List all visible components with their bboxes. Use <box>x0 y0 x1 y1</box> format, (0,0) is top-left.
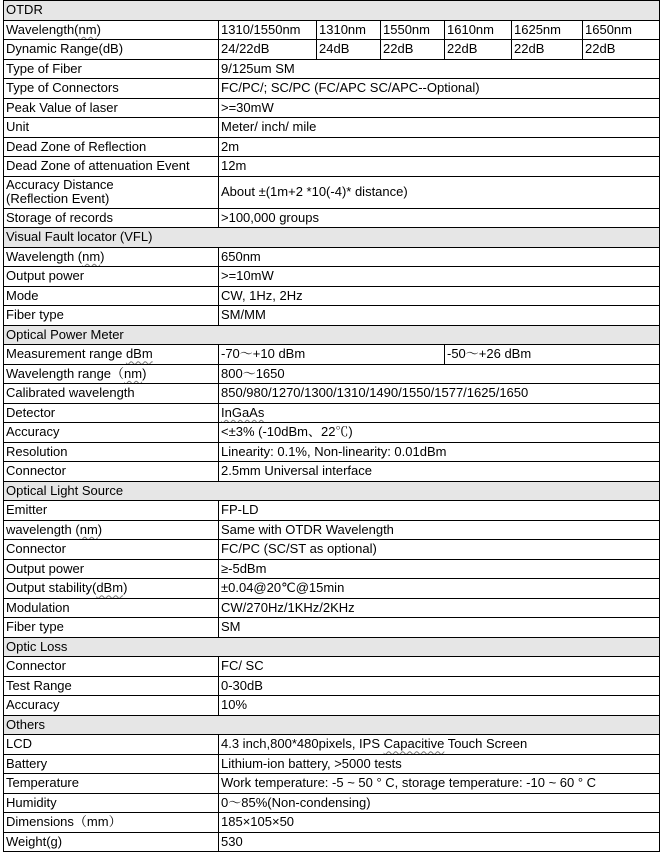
table-row <box>4 423 660 443</box>
row-label: Calibrated wavelength <box>4 384 219 404</box>
row-label: Fiber type <box>4 618 219 638</box>
table-row <box>4 137 660 157</box>
cell-value: 1310nm <box>317 20 381 40</box>
table-row <box>4 598 660 618</box>
table-row <box>4 306 660 326</box>
cell-value: 22dB <box>512 40 583 60</box>
cell-value: FC/PC (SC/ST as optional) <box>219 540 660 560</box>
table-row <box>4 559 660 579</box>
row-label: Wavelength (nm) <box>4 247 219 267</box>
table-row <box>4 813 660 833</box>
row-label: Type of Fiber <box>4 59 219 79</box>
table-row <box>4 403 660 423</box>
table-row <box>4 364 660 384</box>
row-label: Detector <box>4 403 219 423</box>
section-title: Optical Light Source <box>4 481 660 501</box>
row-label <box>4 176 219 208</box>
cell-value: CW, 1Hz, 2Hz <box>219 286 660 306</box>
cell-value: Meter/ inch/ mile <box>219 118 660 138</box>
section-title: Others <box>4 715 660 735</box>
row-label: Emitter <box>4 501 219 521</box>
row-label: Modulation <box>4 598 219 618</box>
table-row <box>4 579 660 599</box>
table-row <box>4 676 660 696</box>
table-row <box>4 59 660 79</box>
cell-value: 800～1650 <box>219 364 660 384</box>
cell-value: 1650nm <box>583 20 660 40</box>
label-line: (Reflection Event) <box>6 191 110 206</box>
row-label: Connector <box>4 540 219 560</box>
table-row <box>4 793 660 813</box>
cell-value: -50～+26 dBm <box>445 345 660 365</box>
cell-value: 10% <box>219 696 660 716</box>
cell-value: 530 <box>219 832 660 852</box>
cell-value: 1550nm <box>381 20 445 40</box>
table-row <box>4 657 660 677</box>
section-optic-loss <box>4 637 660 657</box>
row-label: Unit <box>4 118 219 138</box>
section-others <box>4 715 660 735</box>
cell-value: <±3% (-10dBm、22℃) <box>219 423 660 443</box>
table-row <box>4 208 660 228</box>
row-label: Connector <box>4 657 219 677</box>
cell-value: 2.5mm Universal interface <box>219 462 660 482</box>
spec-table <box>3 0 660 852</box>
table-row <box>4 774 660 794</box>
cell-value: ±0.04@20℃@15min <box>219 579 660 599</box>
row-label: Peak Value of laser <box>4 98 219 118</box>
row-label: Mode <box>4 286 219 306</box>
cell-value: 0～85%(Non-condensing) <box>219 793 660 813</box>
table-row <box>4 267 660 287</box>
table-row <box>4 384 660 404</box>
cell-value: >=10mW <box>219 267 660 287</box>
table-row <box>4 442 660 462</box>
cell-value: 185×105×50 <box>219 813 660 833</box>
cell-value: 9/125um SM <box>219 59 660 79</box>
row-label: Dead Zone of Reflection <box>4 137 219 157</box>
table-row <box>4 618 660 638</box>
table-row <box>4 520 660 540</box>
label-line: Accuracy Distance <box>6 177 114 192</box>
cell-value: SM <box>219 618 660 638</box>
row-label: Battery <box>4 754 219 774</box>
row-label: wavelength (nm) <box>4 520 219 540</box>
cell-value: 0-30dB <box>219 676 660 696</box>
row-label: Dimensions（mm） <box>4 813 219 833</box>
cell-value: 24dB <box>317 40 381 60</box>
row-label: Test Range <box>4 676 219 696</box>
row-label: LCD <box>4 735 219 755</box>
cell-value: 1625nm <box>512 20 583 40</box>
row-label: Storage of records <box>4 208 219 228</box>
cell-value: Lithium-ion battery, >5000 tests <box>219 754 660 774</box>
cell-value: ≥-5dBm <box>219 559 660 579</box>
cell-value: 1310/1550nm <box>219 20 317 40</box>
table-row <box>4 462 660 482</box>
table-row <box>4 286 660 306</box>
table-row <box>4 754 660 774</box>
row-label: Connector <box>4 462 219 482</box>
cell-value: CW/270Hz/1KHz/2KHz <box>219 598 660 618</box>
row-label: Weight(g) <box>4 832 219 852</box>
table-row <box>4 501 660 521</box>
table-row <box>4 345 660 365</box>
table-row <box>4 98 660 118</box>
table-row <box>4 20 660 40</box>
row-label: Temperature <box>4 774 219 794</box>
cell-value: 1610nm <box>445 20 512 40</box>
cell-value: >100,000 groups <box>219 208 660 228</box>
section-optical-light-source <box>4 481 660 501</box>
table-row <box>4 118 660 138</box>
cell-value: Linearity: 0.1%, Non-linearity: 0.01dBm <box>219 442 660 462</box>
section-title: OTDR <box>4 1 660 21</box>
cell-value: Same with OTDR Wavelength <box>219 520 660 540</box>
cell-value: About ±(1m+2 *10(-4)* distance) <box>219 176 660 208</box>
cell-value: Work temperature: -5 ~ 50 ° C, storage temperature: -10 ~ 60 ° C <box>219 774 660 794</box>
cell-value: 2m <box>219 137 660 157</box>
cell-value: >=30mW <box>219 98 660 118</box>
cell-value: FC/PC/; SC/PC (FC/APC SC/APC--Optional) <box>219 79 660 99</box>
cell-value: 24/22dB <box>219 40 317 60</box>
table-row <box>4 540 660 560</box>
section-vfl <box>4 228 660 248</box>
row-label: Output power <box>4 559 219 579</box>
row-label: Wavelength(nm) <box>4 20 219 40</box>
table-row <box>4 247 660 267</box>
table-row <box>4 696 660 716</box>
row-label: Output power <box>4 267 219 287</box>
row-label: Dead Zone of attenuation Event <box>4 157 219 177</box>
cell-value: 12m <box>219 157 660 177</box>
cell-value: 650nm <box>219 247 660 267</box>
table-row <box>4 735 660 755</box>
table-row <box>4 40 660 60</box>
cell-value: 4.3 inch,800*480pixels, IPS Capacitive Touch Screen <box>219 735 660 755</box>
row-label: Type of Connectors <box>4 79 219 99</box>
row-label: Wavelength range（nm) <box>4 364 219 384</box>
cell-value: -70～+10 dBm <box>219 345 445 365</box>
row-label: Output stability(dBm) <box>4 579 219 599</box>
row-label: Humidity <box>4 793 219 813</box>
row-label: Accuracy <box>4 423 219 443</box>
row-label: Measurement range dBm <box>4 345 219 365</box>
cell-value: FC/ SC <box>219 657 660 677</box>
row-label: Resolution <box>4 442 219 462</box>
section-title: Visual Fault locator (VFL) <box>4 228 660 248</box>
table-row <box>4 176 660 208</box>
detector-value: InGaAs <box>221 404 265 420</box>
cell-value <box>219 403 660 423</box>
cell-value: 22dB <box>445 40 512 60</box>
section-title: Optical Power Meter <box>4 325 660 345</box>
row-label: Dynamic Range(dB) <box>4 40 219 60</box>
row-label: Fiber type <box>4 306 219 326</box>
table-row <box>4 832 660 852</box>
section-optical-power-meter <box>4 325 660 345</box>
section-title: Optic Loss <box>4 637 660 657</box>
cell-value: FP-LD <box>219 501 660 521</box>
table-row <box>4 157 660 177</box>
row-label: Accuracy <box>4 696 219 716</box>
cell-value: 22dB <box>381 40 445 60</box>
cell-value: 850/980/1270/1300/1310/1490/1550/1577/1625/1650 <box>219 384 660 404</box>
table-row <box>4 79 660 99</box>
cell-value: SM/MM <box>219 306 660 326</box>
cell-value: 22dB <box>583 40 660 60</box>
section-otdr <box>4 1 660 21</box>
